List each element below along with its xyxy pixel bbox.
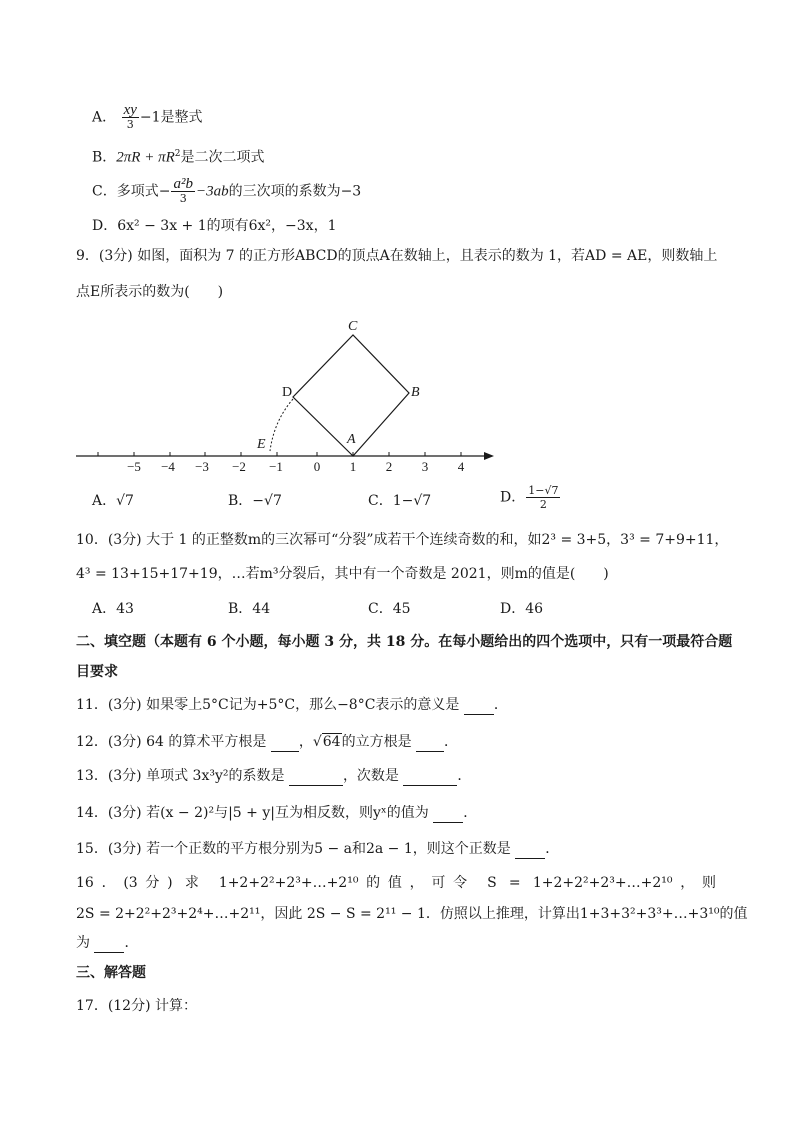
q16-line3 bbox=[76, 933, 138, 953]
q9-figure bbox=[0, 315, 794, 515]
q15 bbox=[76, 839, 559, 859]
tick-label: −3 bbox=[195, 459, 209, 474]
dashed-arc-d-to-e bbox=[270, 399, 293, 451]
answer-blank[interactable] bbox=[94, 938, 124, 953]
tick-label: 1 bbox=[349, 459, 357, 474]
question-text: 12．(3分) 64 的算术平方根是 bbox=[76, 734, 267, 750]
q14 bbox=[76, 803, 477, 823]
tick-label: 0 bbox=[313, 459, 321, 474]
tick-label: 3 bbox=[421, 459, 429, 474]
q17: 17．(12分) 计算： bbox=[76, 998, 198, 1014]
q8-option-d bbox=[92, 216, 336, 236]
question-text: 14．(3分) 若(x − 2)²与|5 + y|互为相反数，则yˣ的值为 bbox=[76, 805, 429, 821]
denominator: 3 bbox=[126, 118, 134, 131]
option-value: √7 bbox=[116, 493, 134, 509]
option-label: D． bbox=[500, 489, 526, 506]
q8-option-b bbox=[92, 144, 265, 168]
expression: −3ab bbox=[195, 183, 229, 200]
vertex-labels bbox=[256, 319, 420, 452]
punct: ． bbox=[444, 734, 459, 750]
tick-label: 4 bbox=[457, 459, 465, 474]
q16-line2: 2S = 2+2²+2³+2⁴+…+2¹¹，因此 2S − S = 2¹¹ − 1．仿照以上推理，计算出1+3+3²+3³+…+3¹⁰的值 bbox=[76, 906, 748, 922]
answer-blank[interactable] bbox=[515, 844, 545, 859]
section2-heading-line1: 二、填空题（本题有 6 个小题，每小题 3 分，共 18 分。在每小题给出的四个选项中，只有一项最符合题 bbox=[76, 634, 733, 650]
question-text: 15．(3分) 若一个正数的平方根分别为5 − a和2a − 1，则这个正数是 bbox=[76, 841, 511, 857]
tick-labels bbox=[127, 459, 465, 474]
q10-stem-line2: 4³ = 13+15+17+19，…若m³分裂后，其中有一个奇数是 2021，则m的值是( ) bbox=[76, 566, 609, 582]
punct: ， bbox=[298, 734, 313, 750]
numerator: xy bbox=[123, 102, 137, 118]
q9-stem-line1: 9．(3分) 如图，面积为 7 的正方形ABCD的顶点A在数轴上，且表示的数为 1，若AD = AE，则数轴上 bbox=[76, 248, 718, 264]
question-text: 13．(3分) 单项式 3x³y²的系数是 bbox=[76, 768, 285, 784]
answer-blank[interactable] bbox=[403, 771, 457, 786]
tick-label: −2 bbox=[232, 459, 246, 474]
sqrt-argument: 64 bbox=[322, 734, 341, 750]
q16-line1: 16．(3分) 求 1+2+2²+2³+…+2¹⁰的值，可令 S = 1+2+2²+2³+…+2¹⁰，则 bbox=[76, 875, 716, 891]
tick-label: −5 bbox=[127, 459, 141, 474]
axis-arrow-icon bbox=[484, 452, 494, 460]
answer-blank[interactable] bbox=[433, 808, 463, 823]
fraction bbox=[122, 104, 139, 131]
section3-heading: 三、解答题 bbox=[76, 965, 146, 981]
question-text: 为 bbox=[76, 935, 90, 951]
q11 bbox=[76, 695, 508, 715]
exponent: 2 bbox=[174, 149, 181, 159]
option-text: 多项式− bbox=[116, 183, 171, 200]
option-label: A． bbox=[92, 493, 117, 509]
vertex-label-b: B bbox=[411, 385, 420, 400]
question-text: ，次数是 bbox=[342, 768, 399, 784]
fraction bbox=[526, 484, 560, 511]
q10-option-c: C．45 bbox=[368, 601, 411, 617]
sqrt-icon: √ bbox=[312, 734, 322, 750]
vertex-label-e: E bbox=[257, 437, 266, 452]
answer-blank[interactable] bbox=[464, 700, 494, 715]
punct: ． bbox=[545, 841, 560, 857]
q9-option-b bbox=[228, 491, 282, 511]
option-text: 是整式 bbox=[160, 109, 203, 126]
denominator: 2 bbox=[539, 498, 547, 511]
q10-stem-line1: 10．(3分) 大于 1 的正整数m的三次幂可“分裂”成若干个连续奇数的和，如2³ = 3+5，3³ = 7+9+11， bbox=[76, 532, 729, 548]
numerator: a²b bbox=[173, 176, 193, 192]
option-label: B． bbox=[228, 493, 253, 509]
option-value: 1−√7 bbox=[392, 493, 432, 509]
vertex-label-a: A bbox=[347, 432, 356, 447]
option-label: C． bbox=[92, 183, 117, 200]
punct: ． bbox=[463, 805, 478, 821]
section2-heading-line2: 目要求 bbox=[76, 664, 118, 680]
tick-label: −1 bbox=[269, 459, 283, 474]
q13 bbox=[76, 766, 471, 786]
q9-option-c bbox=[368, 491, 431, 511]
q9-stem-line2: 点E所表示的数为( ) bbox=[76, 284, 224, 300]
q8-option-c bbox=[92, 178, 361, 205]
q10-option-d: D．46 bbox=[500, 601, 544, 617]
option-label: C． bbox=[368, 493, 393, 509]
punct: ． bbox=[457, 768, 472, 784]
expr-rest: −1 bbox=[139, 109, 161, 126]
q9-option-a bbox=[92, 491, 134, 511]
vertex-label-c: C bbox=[348, 319, 358, 334]
q12 bbox=[76, 732, 458, 752]
q9-option-d bbox=[500, 484, 561, 511]
answer-blank[interactable] bbox=[416, 737, 444, 752]
option-label: A． bbox=[92, 109, 117, 126]
tick-label: −4 bbox=[161, 459, 175, 474]
punct: ． bbox=[493, 697, 508, 713]
q8-option-a bbox=[92, 104, 203, 131]
option-label: B． bbox=[92, 149, 117, 166]
question-text: 11．(3分) 如果零上5°C记为+5°C，那么−8°C表示的意义是 bbox=[76, 697, 460, 713]
answer-blank[interactable] bbox=[289, 771, 343, 786]
answer-blank[interactable] bbox=[271, 737, 299, 752]
option-text: 的三次项的系数为−3 bbox=[228, 183, 362, 200]
option-value: −√7 bbox=[252, 493, 282, 509]
question-text: 的立方根是 bbox=[341, 734, 412, 750]
expression: 2πR + πR bbox=[116, 149, 175, 166]
fraction bbox=[171, 178, 195, 205]
option-label: D． bbox=[92, 218, 118, 234]
q10-option-a: A．43 bbox=[92, 601, 134, 617]
tick-label: 2 bbox=[385, 459, 393, 474]
numerator: 1−√7 bbox=[528, 484, 559, 497]
option-text: 是二次二项式 bbox=[180, 149, 265, 166]
q10-option-b: B．44 bbox=[228, 601, 271, 617]
denominator: 3 bbox=[179, 192, 187, 205]
punct: ． bbox=[124, 935, 139, 951]
option-text: 6x² − 3x + 1的项有6x²，−3x，1 bbox=[117, 218, 337, 234]
vertex-label-d: D bbox=[282, 385, 293, 400]
